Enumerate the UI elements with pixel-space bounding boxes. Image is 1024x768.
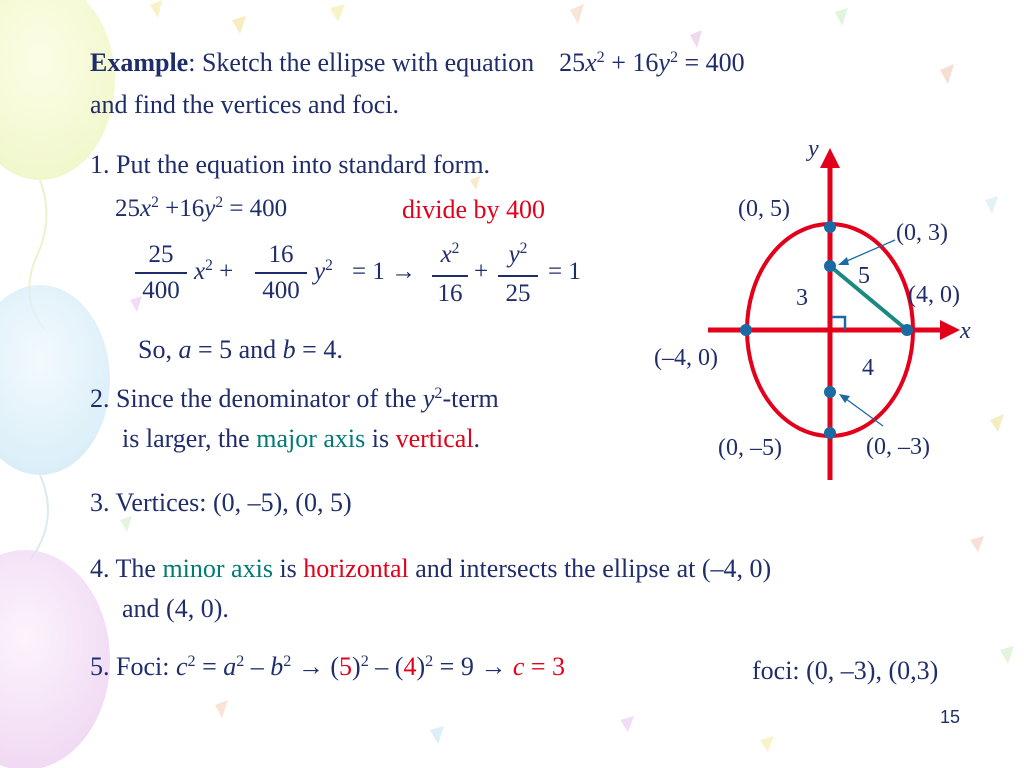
divide-note: divide by 400 — [402, 195, 545, 224]
pointer-top-focus-head-icon — [838, 257, 849, 265]
step-2-line-2: is larger, the major axis is vertical. — [122, 424, 481, 453]
y-axis-label: y — [808, 136, 819, 162]
title-equation: $25x^2 + 16y^2 = 400$ — [559, 48, 745, 77]
label-top-focus: (0, 3) — [896, 220, 948, 246]
pointer-bottom-focus-head-icon — [839, 394, 850, 403]
label-four: 4 — [862, 355, 874, 381]
label-bottom-vertex: (0, –5) — [718, 435, 782, 461]
title-prefix: Example — [90, 48, 189, 77]
balloon-blue-icon — [0, 285, 110, 560]
point-bottom-focus — [824, 386, 836, 398]
label-top-vertex: (0, 5) — [738, 196, 790, 222]
equation-original: $25x^2 +16y^2 = 400$ — [115, 194, 288, 222]
x-axis-label: x — [960, 318, 971, 344]
equals-one: = 1 — [548, 258, 581, 285]
title-line-2: and find the vertices and foci. — [90, 90, 399, 119]
label-left: (–4, 0) — [654, 345, 718, 371]
point-top-focus — [824, 260, 836, 272]
y-axis-arrow-icon — [820, 148, 840, 168]
ellipse-diagram — [640, 140, 1000, 480]
term-x2: $x^2$ + — [194, 257, 234, 285]
title-text: : Sketch the ellipse with equation — [188, 48, 535, 77]
step-4-line-2: and (4, 0). — [122, 594, 229, 623]
fraction-25-400: 25 400 — [135, 240, 187, 306]
horizontal-term: horizontal — [303, 554, 409, 583]
major-axis-term: major axis — [256, 424, 366, 453]
step-2-line-1: 2. Since the denominator of the $y^2$-term — [90, 384, 499, 413]
fraction-y2-25: $y^2$ 25 — [498, 240, 538, 309]
term-y2: $y^2$ — [314, 257, 333, 285]
label-three: 3 — [796, 285, 808, 311]
step-3: 3. Vertices: (0, –5), (0, 5) — [90, 488, 352, 517]
step-4-line-1: 4. The minor axis is horizontal and intersects the ellipse at (–4, 0) — [90, 554, 772, 583]
plus-sign: + — [474, 258, 489, 285]
step-1: 1. Put the equation into standard form. — [90, 150, 491, 179]
pointer-bottom-focus — [842, 396, 883, 426]
label-bottom-focus: (0, –3) — [866, 434, 930, 460]
page-number: 15 — [939, 707, 960, 727]
so-a-b: So, a = 5 and b = 4. — [138, 335, 343, 364]
foci-result: foci: (0, –3), (0,3) — [752, 656, 939, 685]
minor-axis-term: minor axis — [162, 554, 273, 583]
point-left — [740, 324, 752, 336]
equals-arrow: = 1 → — [352, 258, 417, 285]
point-bottom-vertex — [824, 427, 836, 439]
fraction-x2-16: $x^2$ 16 — [432, 240, 468, 309]
label-five: 5 — [858, 263, 870, 289]
step-5: 5. Foci: $c^2 = a^2 - b^2 \to (5)^2 - (4)^2 = 9 \to c = 3$ — [90, 652, 566, 681]
x-axis-arrow-icon — [940, 320, 960, 340]
fraction-16-400: 16 400 — [255, 240, 307, 306]
vertical-term: vertical — [395, 424, 474, 453]
point-top-vertex — [824, 221, 836, 233]
title-line — [90, 48, 745, 78]
label-right: (4, 0) — [908, 282, 960, 308]
point-right — [901, 324, 913, 336]
